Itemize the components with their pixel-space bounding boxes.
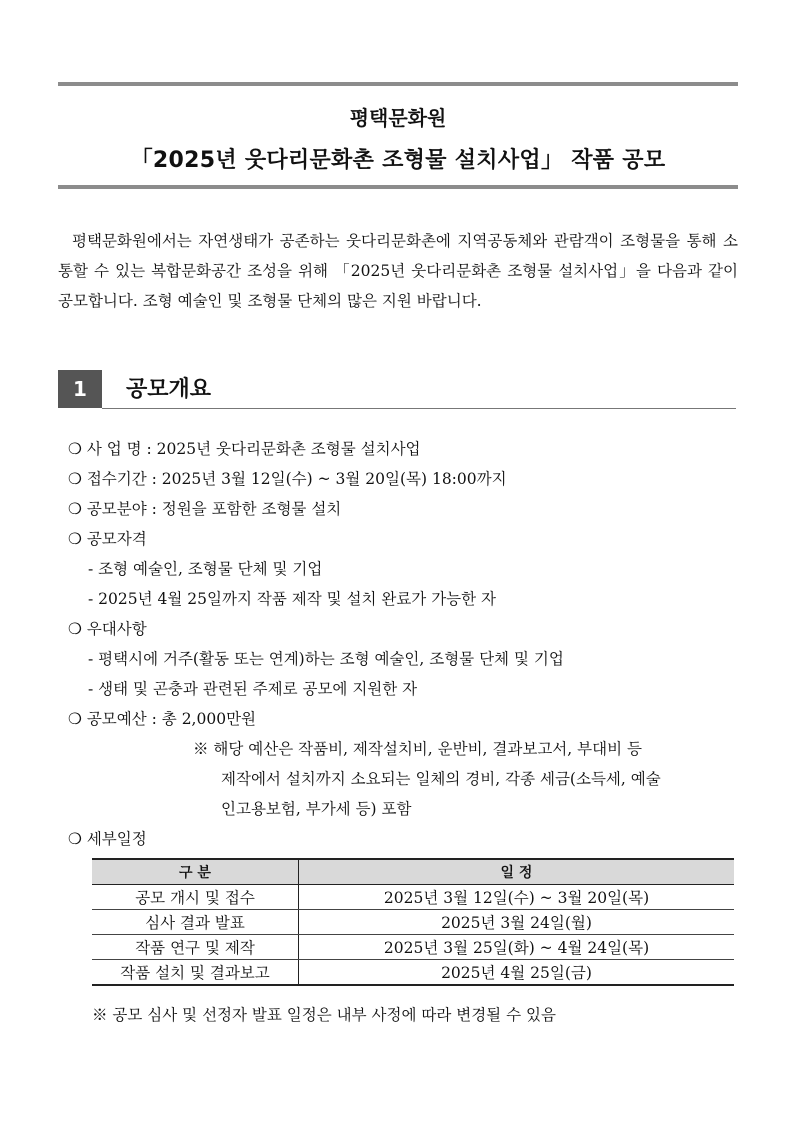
qualification-item: - 2025년 4월 25일까지 작품 제작 및 설치 완료가 가능한 자 xyxy=(88,590,497,608)
section-title: 공모개요 xyxy=(126,377,212,402)
qualification-heading: ❍ 공모자격 xyxy=(68,530,147,548)
bottom-rule xyxy=(58,185,738,189)
table-cell: 2025년 3월 24일(월) xyxy=(299,910,735,935)
top-rule xyxy=(58,82,738,86)
budget-item: ❍ 공모예산 : 총 2,000만원 xyxy=(68,710,257,728)
budget-note: ※ 해당 예산은 작품비, 제작설치비, 운반비, 결과보고서, 부대비 등 xyxy=(193,740,642,758)
page-title: 「2025년 웃다리문화촌 조형물 설치사업」 작품 공모 xyxy=(130,148,666,173)
project-name-item: ❍ 사 업 명 : 2025년 웃다리문화촌 조형물 설치사업 xyxy=(68,440,421,458)
period-item: ❍ 접수기간 : 2025년 3월 12일(수) ~ 3월 20일(목) 18:00까지 xyxy=(68,470,507,488)
table-row xyxy=(92,960,734,986)
table-cell: 공모 개시 및 접수 xyxy=(92,885,299,910)
table-cell: 작품 연구 및 제작 xyxy=(92,935,299,960)
preference-item: - 생태 및 곤충과 관련된 주제로 공모에 지원한 자 xyxy=(88,680,418,698)
section-underline xyxy=(102,408,736,409)
table-cell: 작품 설치 및 결과보고 xyxy=(92,960,299,986)
schedule-footnote: ※ 공모 심사 및 선정자 발표 일정은 내부 사정에 따라 변경될 수 있음 xyxy=(92,1006,556,1024)
table-cell: 2025년 3월 25일(화) ~ 4월 24일(목) xyxy=(299,935,735,960)
section-number: 1 xyxy=(58,370,102,408)
table-header-row xyxy=(92,859,734,885)
schedule-table xyxy=(92,858,734,986)
column-header: 일 정 xyxy=(299,859,735,885)
table-cell: 2025년 4월 25일(금) xyxy=(299,960,735,986)
preference-heading: ❍ 우대사항 xyxy=(68,620,147,638)
table-row xyxy=(92,885,734,910)
section-header xyxy=(58,370,738,410)
intro-paragraph: 평택문화원에서는 자연생태가 공존하는 웃다리문화촌에 지역공동체와 관람객이 조형물을 통해 소통할 수 있는 복합문화공간 조성을 위해 「2025년 웃다리문화촌 조형물 설치사업」을 다음과 같이 공모합니다. 조형 예술인 및 조형물 단체의 많은 지원 바랍니다. xyxy=(58,232,738,310)
budget-note: 인고용보험, 부가세 등) 포함 xyxy=(221,800,412,818)
qualification-item: - 조형 예술인, 조형물 단체 및 기업 xyxy=(88,560,323,578)
schedule-heading: ❍ 세부일정 xyxy=(68,830,147,848)
budget-note: 제작에서 설치까지 소요되는 일체의 경비, 각종 세금(소득세, 예술 xyxy=(221,770,661,788)
table-row xyxy=(92,935,734,960)
table-cell: 심사 결과 발표 xyxy=(92,910,299,935)
table-row xyxy=(92,910,734,935)
column-header: 구 분 xyxy=(92,859,299,885)
field-item: ❍ 공모분야 : 정원을 포함한 조형물 설치 xyxy=(68,500,342,518)
table-cell: 2025년 3월 12일(수) ~ 3월 20일(목) xyxy=(299,885,735,910)
org-title: 평택문화원 xyxy=(349,106,447,130)
preference-item: - 평택시에 거주(활동 또는 연계)하는 조형 예술인, 조형물 단체 및 기업 xyxy=(88,650,564,668)
